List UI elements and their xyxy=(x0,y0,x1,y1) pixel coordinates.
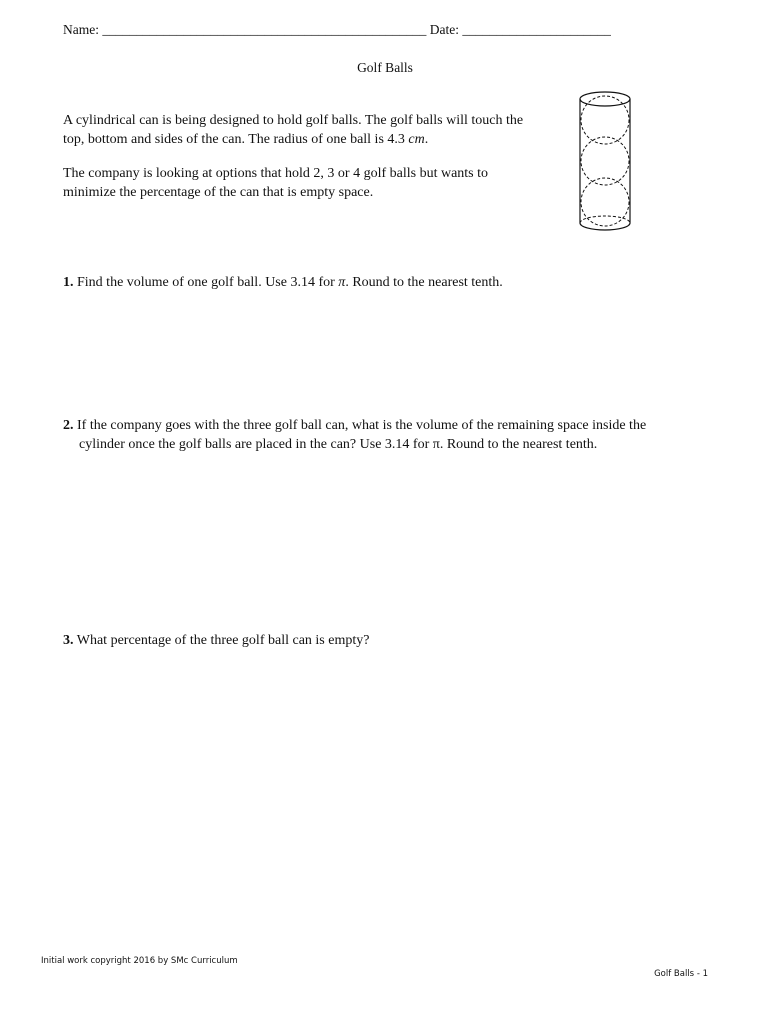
question-3 xyxy=(63,631,703,650)
intro-p1-unit: cm xyxy=(408,132,425,147)
question-1-text-a: Find the volume of one golf ball. Use 3.14 for xyxy=(73,275,339,290)
question-2-number: 2. xyxy=(63,418,74,433)
copyright-footer: Initial work copyright 2016 by SMc Curriculum xyxy=(41,956,238,966)
intro-paragraph-2: The company is looking at options that hold 2, 3 or 4 golf balls but wants to minimize the percentage of the can that is empty space. xyxy=(63,166,489,200)
question-1-pi: π xyxy=(338,275,346,290)
page-title: Golf Balls xyxy=(357,60,413,75)
intro-p1-text: A cylindrical can is being designed to hold golf balls. The golf balls will touch the top, bottom and sides of the can. The radius of one ball is 4.3 xyxy=(63,113,524,147)
intro-p1-end: . xyxy=(424,132,429,147)
intro-text xyxy=(63,111,533,217)
question-2-text-a: If the company goes with the three golf ball can, what is the volume of the remaining space inside the xyxy=(73,418,647,433)
question-1 xyxy=(63,273,703,292)
question-3-number: 3. xyxy=(63,633,74,648)
question-1-text-b: . Round to the nearest tenth. xyxy=(345,275,503,290)
question-2-pi: π xyxy=(432,437,440,452)
question-2-continuation xyxy=(63,435,703,454)
name-date-line: Name: ________________________________________________ Date: ______________________ xyxy=(63,22,611,37)
intro-paragraph-1 xyxy=(63,111,533,149)
question-2 xyxy=(63,416,703,454)
question-3-text-a: What percentage of the three golf ball can is empty? xyxy=(73,633,370,648)
page-number-footer: Golf Balls - 1 xyxy=(654,969,708,979)
golf-ball-can-figure xyxy=(570,86,640,236)
question-1-number: 1. xyxy=(63,275,74,290)
question-2-text-c: . Round to the nearest tenth. xyxy=(439,437,598,452)
cylinder-bottom-back xyxy=(580,216,630,223)
question-2-text-b: cylinder once the golf balls are placed in the can? Use 3.14 for xyxy=(79,437,433,452)
